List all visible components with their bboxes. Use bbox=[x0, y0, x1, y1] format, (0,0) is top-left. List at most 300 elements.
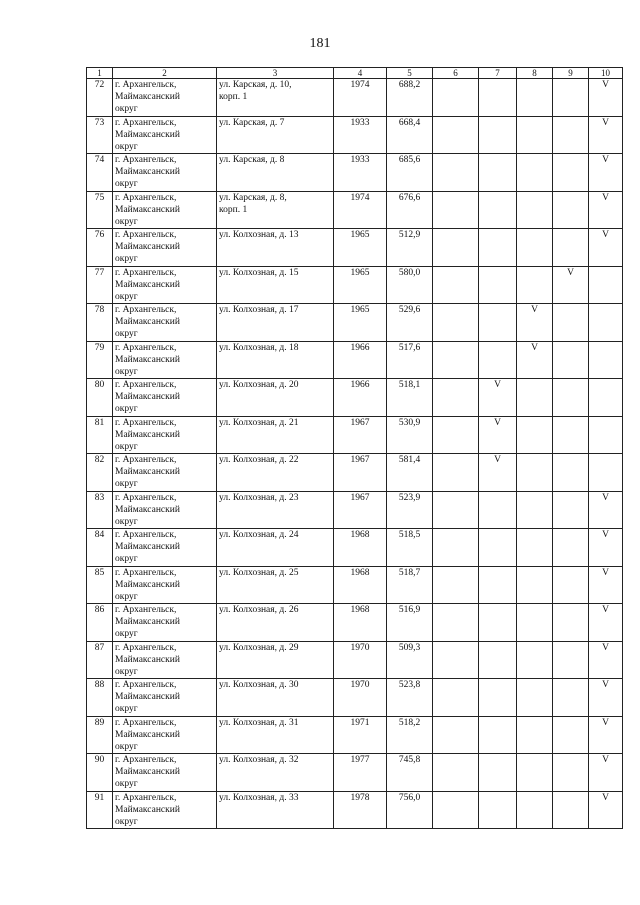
location-cell-line: Маймаксанский bbox=[115, 579, 180, 590]
address-cell-line: ул. Колхозная, д. 32 bbox=[219, 755, 299, 765]
mark-cell-col7 bbox=[479, 191, 517, 229]
address-cell-line: ул. Карская, д. 10, bbox=[219, 80, 292, 90]
mark-cell-col6 bbox=[433, 604, 479, 642]
location-cell-line: Маймаксанский bbox=[115, 167, 180, 177]
address-cell bbox=[217, 266, 334, 304]
year-cell: 1965 bbox=[334, 229, 387, 267]
location-cell-line: округ bbox=[115, 779, 138, 789]
mark-cell-col8 bbox=[517, 379, 553, 417]
location-cell-line: Маймаксанский bbox=[115, 354, 180, 365]
area-cell: 516,9 bbox=[387, 604, 433, 642]
mark-cell-col10: V bbox=[589, 641, 623, 679]
area-cell: 523,8 bbox=[387, 679, 433, 717]
location-cell bbox=[113, 716, 217, 754]
location-cell bbox=[113, 229, 217, 267]
location-cell bbox=[113, 79, 217, 117]
location-cell-line: г. Архангельск, bbox=[115, 267, 177, 278]
table-row bbox=[87, 116, 623, 154]
year-cell: 1933 bbox=[334, 116, 387, 154]
area-cell: 518,7 bbox=[387, 566, 433, 604]
column-header: 9 bbox=[553, 68, 589, 79]
location-cell-line: округ bbox=[115, 179, 138, 189]
location-cell-line: Маймаксанский bbox=[115, 617, 180, 627]
row-number-cell: 85 bbox=[87, 566, 113, 604]
location-cell-line: г. Архангельск, bbox=[115, 680, 177, 690]
area-cell: 676,6 bbox=[387, 191, 433, 229]
address-cell-line: ул. Колхозная, д. 24 bbox=[219, 530, 299, 540]
location-cell-line: округ bbox=[115, 704, 138, 714]
mark-cell-col7 bbox=[479, 79, 517, 117]
address-cell bbox=[217, 566, 334, 604]
row-number-cell: 77 bbox=[87, 266, 113, 304]
column-header: 2 bbox=[113, 68, 217, 79]
location-cell bbox=[113, 491, 217, 529]
mark-cell-col8 bbox=[517, 641, 553, 679]
mark-cell-col9 bbox=[553, 379, 589, 417]
mark-cell-col7 bbox=[479, 529, 517, 567]
column-header: 5 bbox=[387, 68, 433, 79]
column-number-row bbox=[87, 68, 623, 79]
mark-cell-col10 bbox=[589, 454, 623, 492]
mark-cell-col7 bbox=[479, 716, 517, 754]
location-cell bbox=[113, 116, 217, 154]
location-cell-line: г. Архангельск, bbox=[115, 380, 177, 390]
mark-cell-col10: V bbox=[589, 191, 623, 229]
location-cell-line: Маймаксанский bbox=[115, 654, 180, 665]
table-row bbox=[87, 454, 623, 492]
mark-cell-col10: V bbox=[589, 491, 623, 529]
mark-cell-col9 bbox=[553, 754, 589, 792]
row-number-cell: 84 bbox=[87, 529, 113, 567]
location-cell-line: г. Архангельск, bbox=[115, 530, 177, 540]
row-number-cell: 90 bbox=[87, 754, 113, 792]
location-cell-line: г. Архангельск, bbox=[115, 455, 177, 465]
mark-cell-col7 bbox=[479, 791, 517, 829]
year-cell: 1971 bbox=[334, 716, 387, 754]
area-cell: 756,0 bbox=[387, 791, 433, 829]
location-cell-line: Маймаксанский bbox=[115, 542, 180, 552]
location-cell-line: округ bbox=[115, 479, 138, 489]
location-cell-line: Маймаксанский bbox=[115, 92, 180, 102]
mark-cell-col10: V bbox=[589, 791, 623, 829]
mark-cell-col8 bbox=[517, 754, 553, 792]
mark-cell-col8 bbox=[517, 604, 553, 642]
row-number-cell: 91 bbox=[87, 791, 113, 829]
area-cell: 509,3 bbox=[387, 641, 433, 679]
mark-cell-col10 bbox=[589, 304, 623, 342]
mark-cell-col6 bbox=[433, 266, 479, 304]
address-cell bbox=[217, 379, 334, 417]
location-cell-line: г. Архангельск, bbox=[115, 117, 177, 128]
area-cell: 688,2 bbox=[387, 79, 433, 117]
location-cell bbox=[113, 416, 217, 454]
location-cell-line: г. Архангельск, bbox=[115, 342, 177, 353]
mark-cell-col6 bbox=[433, 716, 479, 754]
location-cell-line: Маймаксанский bbox=[115, 317, 180, 327]
year-cell: 1974 bbox=[334, 191, 387, 229]
table-row bbox=[87, 641, 623, 679]
mark-cell-col7 bbox=[479, 116, 517, 154]
address-cell-line: ул. Колхозная, д. 13 bbox=[219, 230, 299, 240]
row-number-cell: 72 bbox=[87, 79, 113, 117]
location-cell-line: Маймаксанский bbox=[115, 429, 180, 440]
mark-cell-col7 bbox=[479, 604, 517, 642]
address-cell bbox=[217, 229, 334, 267]
mark-cell-col8: V bbox=[517, 341, 553, 379]
location-cell-line: округ bbox=[115, 329, 138, 339]
mark-cell-col7 bbox=[479, 341, 517, 379]
mark-cell-col9 bbox=[553, 641, 589, 679]
mark-cell-col6 bbox=[433, 454, 479, 492]
address-cell bbox=[217, 679, 334, 717]
location-cell bbox=[113, 341, 217, 379]
mark-cell-col7 bbox=[479, 641, 517, 679]
location-cell-line: округ bbox=[115, 254, 138, 264]
mark-cell-col7 bbox=[479, 229, 517, 267]
address-cell bbox=[217, 716, 334, 754]
address-cell-line: ул. Колхозная, д. 31 bbox=[219, 717, 299, 728]
area-cell: 685,6 bbox=[387, 154, 433, 192]
location-cell bbox=[113, 641, 217, 679]
year-cell: 1970 bbox=[334, 641, 387, 679]
mark-cell-col7 bbox=[479, 566, 517, 604]
location-cell-line: Маймаксанский bbox=[115, 467, 180, 477]
mark-cell-col6 bbox=[433, 679, 479, 717]
address-cell bbox=[217, 641, 334, 679]
location-cell bbox=[113, 379, 217, 417]
address-cell-line: ул. Колхозная, д. 33 bbox=[219, 792, 299, 803]
address-cell-line: ул. Колхозная, д. 22 bbox=[219, 455, 299, 465]
mark-cell-col7 bbox=[479, 754, 517, 792]
year-cell: 1974 bbox=[334, 79, 387, 117]
row-number-cell: 86 bbox=[87, 604, 113, 642]
address-cell bbox=[217, 116, 334, 154]
location-cell bbox=[113, 604, 217, 642]
area-cell: 518,2 bbox=[387, 716, 433, 754]
mark-cell-col9 bbox=[553, 416, 589, 454]
row-number-cell: 79 bbox=[87, 341, 113, 379]
location-cell bbox=[113, 754, 217, 792]
mark-cell-col8 bbox=[517, 191, 553, 229]
column-header: 8 bbox=[517, 68, 553, 79]
column-header: 1 bbox=[87, 68, 113, 79]
table-row bbox=[87, 154, 623, 192]
mark-cell-col8 bbox=[517, 566, 553, 604]
address-cell-line: ул. Колхозная, д. 15 bbox=[219, 267, 299, 278]
table-body bbox=[87, 79, 623, 829]
address-cell-line: ул. Карская, д. 8, bbox=[219, 192, 287, 203]
row-number-cell: 81 bbox=[87, 416, 113, 454]
address-cell bbox=[217, 154, 334, 192]
table-row bbox=[87, 491, 623, 529]
location-cell-line: округ bbox=[115, 404, 138, 414]
mark-cell-col6 bbox=[433, 416, 479, 454]
area-cell: 581,4 bbox=[387, 454, 433, 492]
location-cell-line: Маймаксанский bbox=[115, 692, 180, 702]
mark-cell-col8 bbox=[517, 79, 553, 117]
area-cell: 523,9 bbox=[387, 491, 433, 529]
location-cell-line: Маймаксанский bbox=[115, 804, 180, 815]
table-row bbox=[87, 229, 623, 267]
table-row bbox=[87, 304, 623, 342]
mark-cell-col6 bbox=[433, 79, 479, 117]
mark-cell-col8 bbox=[517, 229, 553, 267]
row-number-cell: 73 bbox=[87, 116, 113, 154]
location-cell-line: г. Архангельск, bbox=[115, 305, 177, 315]
mark-cell-col9 bbox=[553, 454, 589, 492]
year-cell: 1968 bbox=[334, 604, 387, 642]
location-cell-line: г. Архангельск, bbox=[115, 792, 177, 803]
address-cell-line: ул. Колхозная, д. 23 bbox=[219, 492, 299, 503]
year-cell: 1967 bbox=[334, 454, 387, 492]
mark-cell-col6 bbox=[433, 229, 479, 267]
table-row bbox=[87, 566, 623, 604]
area-cell: 518,5 bbox=[387, 529, 433, 567]
mark-cell-col7 bbox=[479, 154, 517, 192]
column-header: 3 bbox=[217, 68, 334, 79]
mark-cell-col7 bbox=[479, 266, 517, 304]
mark-cell-col6 bbox=[433, 791, 479, 829]
mark-cell-col9 bbox=[553, 116, 589, 154]
location-cell-line: Маймаксанский bbox=[115, 279, 180, 290]
mark-cell-col6 bbox=[433, 491, 479, 529]
location-cell-line: Маймаксанский bbox=[115, 767, 180, 777]
location-cell-line: Маймаксанский bbox=[115, 204, 180, 215]
location-cell-line: г. Архангельск, bbox=[115, 642, 177, 653]
location-cell-line: округ bbox=[115, 816, 138, 827]
location-cell bbox=[113, 454, 217, 492]
area-cell: 580,0 bbox=[387, 266, 433, 304]
location-cell bbox=[113, 154, 217, 192]
location-cell bbox=[113, 566, 217, 604]
table-row bbox=[87, 266, 623, 304]
address-cell-line: ул. Карская, д. 8 bbox=[219, 155, 285, 165]
table-row bbox=[87, 791, 623, 829]
address-cell bbox=[217, 754, 334, 792]
location-cell-line: округ bbox=[115, 554, 138, 564]
mark-cell-col8 bbox=[517, 716, 553, 754]
location-cell-line: г. Архангельск, bbox=[115, 605, 177, 615]
mark-cell-col8 bbox=[517, 116, 553, 154]
location-cell-line: г. Архангельск, bbox=[115, 230, 177, 240]
location-cell-line: округ bbox=[115, 441, 138, 452]
year-cell: 1933 bbox=[334, 154, 387, 192]
location-cell-line: округ bbox=[115, 629, 138, 639]
mark-cell-col9: V bbox=[553, 266, 589, 304]
mark-cell-col8 bbox=[517, 491, 553, 529]
address-cell bbox=[217, 604, 334, 642]
column-header: 7 bbox=[479, 68, 517, 79]
address-cell bbox=[217, 191, 334, 229]
location-cell-line: г. Архангельск, bbox=[115, 492, 177, 503]
row-number-cell: 83 bbox=[87, 491, 113, 529]
location-cell-line: округ bbox=[115, 141, 138, 152]
year-cell: 1966 bbox=[334, 341, 387, 379]
area-cell: 512,9 bbox=[387, 229, 433, 267]
mark-cell-col9 bbox=[553, 566, 589, 604]
address-cell-line: ул. Колхозная, д. 17 bbox=[219, 305, 299, 315]
year-cell: 1977 bbox=[334, 754, 387, 792]
mark-cell-col7 bbox=[479, 679, 517, 717]
year-cell: 1966 bbox=[334, 379, 387, 417]
table-row bbox=[87, 379, 623, 417]
mark-cell-col9 bbox=[553, 341, 589, 379]
location-cell-line: Маймаксанский bbox=[115, 504, 180, 515]
column-header: 4 bbox=[334, 68, 387, 79]
address-cell-line: ул. Колхозная, д. 20 bbox=[219, 380, 299, 390]
row-number-cell: 80 bbox=[87, 379, 113, 417]
mark-cell-col9 bbox=[553, 191, 589, 229]
year-cell: 1967 bbox=[334, 416, 387, 454]
location-cell-line: г. Архангельск, bbox=[115, 755, 177, 765]
location-cell-line: г. Архангельск, bbox=[115, 567, 177, 578]
address-cell bbox=[217, 341, 334, 379]
location-cell-line: округ bbox=[115, 104, 138, 114]
location-cell-line: Маймаксанский bbox=[115, 392, 180, 402]
table-row bbox=[87, 754, 623, 792]
address-cell bbox=[217, 454, 334, 492]
address-cell-line: ул. Колхозная, д. 18 bbox=[219, 342, 299, 353]
mark-cell-col8 bbox=[517, 416, 553, 454]
location-cell-line: г. Архангельск, bbox=[115, 192, 177, 203]
mark-cell-col6 bbox=[433, 754, 479, 792]
address-cell bbox=[217, 529, 334, 567]
row-number-cell: 74 bbox=[87, 154, 113, 192]
location-cell-line: округ bbox=[115, 741, 138, 752]
mark-cell-col10: V bbox=[589, 116, 623, 154]
mark-cell-col9 bbox=[553, 604, 589, 642]
mark-cell-col8 bbox=[517, 266, 553, 304]
row-number-cell: 87 bbox=[87, 641, 113, 679]
row-number-cell: 76 bbox=[87, 229, 113, 267]
mark-cell-col7 bbox=[479, 304, 517, 342]
year-cell: 1978 bbox=[334, 791, 387, 829]
column-header: 6 bbox=[433, 68, 479, 79]
row-number-cell: 78 bbox=[87, 304, 113, 342]
year-cell: 1967 bbox=[334, 491, 387, 529]
table-row bbox=[87, 79, 623, 117]
mark-cell-col6 bbox=[433, 304, 479, 342]
mark-cell-col8 bbox=[517, 791, 553, 829]
location-cell-line: Маймаксанский bbox=[115, 242, 180, 252]
mark-cell-col10: V bbox=[589, 154, 623, 192]
location-cell-line: г. Архангельск, bbox=[115, 417, 177, 428]
address-cell bbox=[217, 304, 334, 342]
housing-registry-table bbox=[86, 67, 623, 829]
mark-cell-col8 bbox=[517, 529, 553, 567]
location-cell-line: округ bbox=[115, 666, 138, 677]
location-cell-line: г. Архангельск, bbox=[115, 717, 177, 728]
area-cell: 530,9 bbox=[387, 416, 433, 454]
mark-cell-col6 bbox=[433, 116, 479, 154]
year-cell: 1970 bbox=[334, 679, 387, 717]
mark-cell-col10: V bbox=[589, 754, 623, 792]
mark-cell-col6 bbox=[433, 341, 479, 379]
year-cell: 1965 bbox=[334, 266, 387, 304]
location-cell-line: г. Архангельск, bbox=[115, 80, 177, 90]
location-cell-line: округ bbox=[115, 591, 138, 602]
mark-cell-col9 bbox=[553, 304, 589, 342]
mark-cell-col8 bbox=[517, 679, 553, 717]
location-cell-line: г. Архангельск, bbox=[115, 155, 177, 165]
mark-cell-col8 bbox=[517, 154, 553, 192]
mark-cell-col9 bbox=[553, 679, 589, 717]
column-header: 10 bbox=[589, 68, 623, 79]
address-cell bbox=[217, 791, 334, 829]
year-cell: 1968 bbox=[334, 529, 387, 567]
mark-cell-col6 bbox=[433, 154, 479, 192]
location-cell-line: округ bbox=[115, 291, 138, 302]
address-cell bbox=[217, 416, 334, 454]
location-cell-line: округ bbox=[115, 366, 138, 377]
address-cell-line: ул. Колхозная, д. 21 bbox=[219, 417, 299, 428]
table-row bbox=[87, 191, 623, 229]
mark-cell-col10: V bbox=[589, 566, 623, 604]
mark-cell-col9 bbox=[553, 529, 589, 567]
mark-cell-col10: V bbox=[589, 716, 623, 754]
location-cell bbox=[113, 679, 217, 717]
mark-cell-col10: V bbox=[589, 229, 623, 267]
address-cell-line: ул. Колхозная, д. 29 bbox=[219, 642, 299, 653]
location-cell-line: округ bbox=[115, 516, 138, 527]
row-number-cell: 88 bbox=[87, 679, 113, 717]
location-cell bbox=[113, 266, 217, 304]
table-row bbox=[87, 604, 623, 642]
mark-cell-col9 bbox=[553, 491, 589, 529]
mark-cell-col10 bbox=[589, 416, 623, 454]
table-row bbox=[87, 716, 623, 754]
area-cell: 518,1 bbox=[387, 379, 433, 417]
mark-cell-col10 bbox=[589, 379, 623, 417]
location-cell bbox=[113, 304, 217, 342]
location-cell-line: Маймаксанский bbox=[115, 729, 180, 740]
address-cell-line: ул. Колхозная, д. 26 bbox=[219, 605, 299, 615]
area-cell: 745,8 bbox=[387, 754, 433, 792]
row-number-cell: 89 bbox=[87, 716, 113, 754]
mark-cell-col9 bbox=[553, 716, 589, 754]
address-cell-line: корп. 1 bbox=[219, 204, 248, 215]
page-number: 181 bbox=[309, 36, 331, 51]
location-cell bbox=[113, 791, 217, 829]
mark-cell-col10 bbox=[589, 341, 623, 379]
mark-cell-col10: V bbox=[589, 79, 623, 117]
address-cell bbox=[217, 79, 334, 117]
mark-cell-col8: V bbox=[517, 304, 553, 342]
table-row bbox=[87, 679, 623, 717]
row-number-cell: 75 bbox=[87, 191, 113, 229]
address-cell-line: ул. Колхозная, д. 30 bbox=[219, 680, 299, 690]
address-cell bbox=[217, 491, 334, 529]
mark-cell-col7: V bbox=[479, 379, 517, 417]
mark-cell-col7: V bbox=[479, 416, 517, 454]
table-row bbox=[87, 416, 623, 454]
location-cell-line: Маймаксанский bbox=[115, 129, 180, 140]
mark-cell-col6 bbox=[433, 529, 479, 567]
mark-cell-col10: V bbox=[589, 529, 623, 567]
mark-cell-col9 bbox=[553, 791, 589, 829]
mark-cell-col10 bbox=[589, 266, 623, 304]
location-cell bbox=[113, 191, 217, 229]
area-cell: 529,6 bbox=[387, 304, 433, 342]
mark-cell-col6 bbox=[433, 379, 479, 417]
year-cell: 1965 bbox=[334, 304, 387, 342]
mark-cell-col10: V bbox=[589, 679, 623, 717]
mark-cell-col7: V bbox=[479, 454, 517, 492]
mark-cell-col6 bbox=[433, 566, 479, 604]
location-cell bbox=[113, 529, 217, 567]
mark-cell-col7 bbox=[479, 491, 517, 529]
mark-cell-col6 bbox=[433, 191, 479, 229]
